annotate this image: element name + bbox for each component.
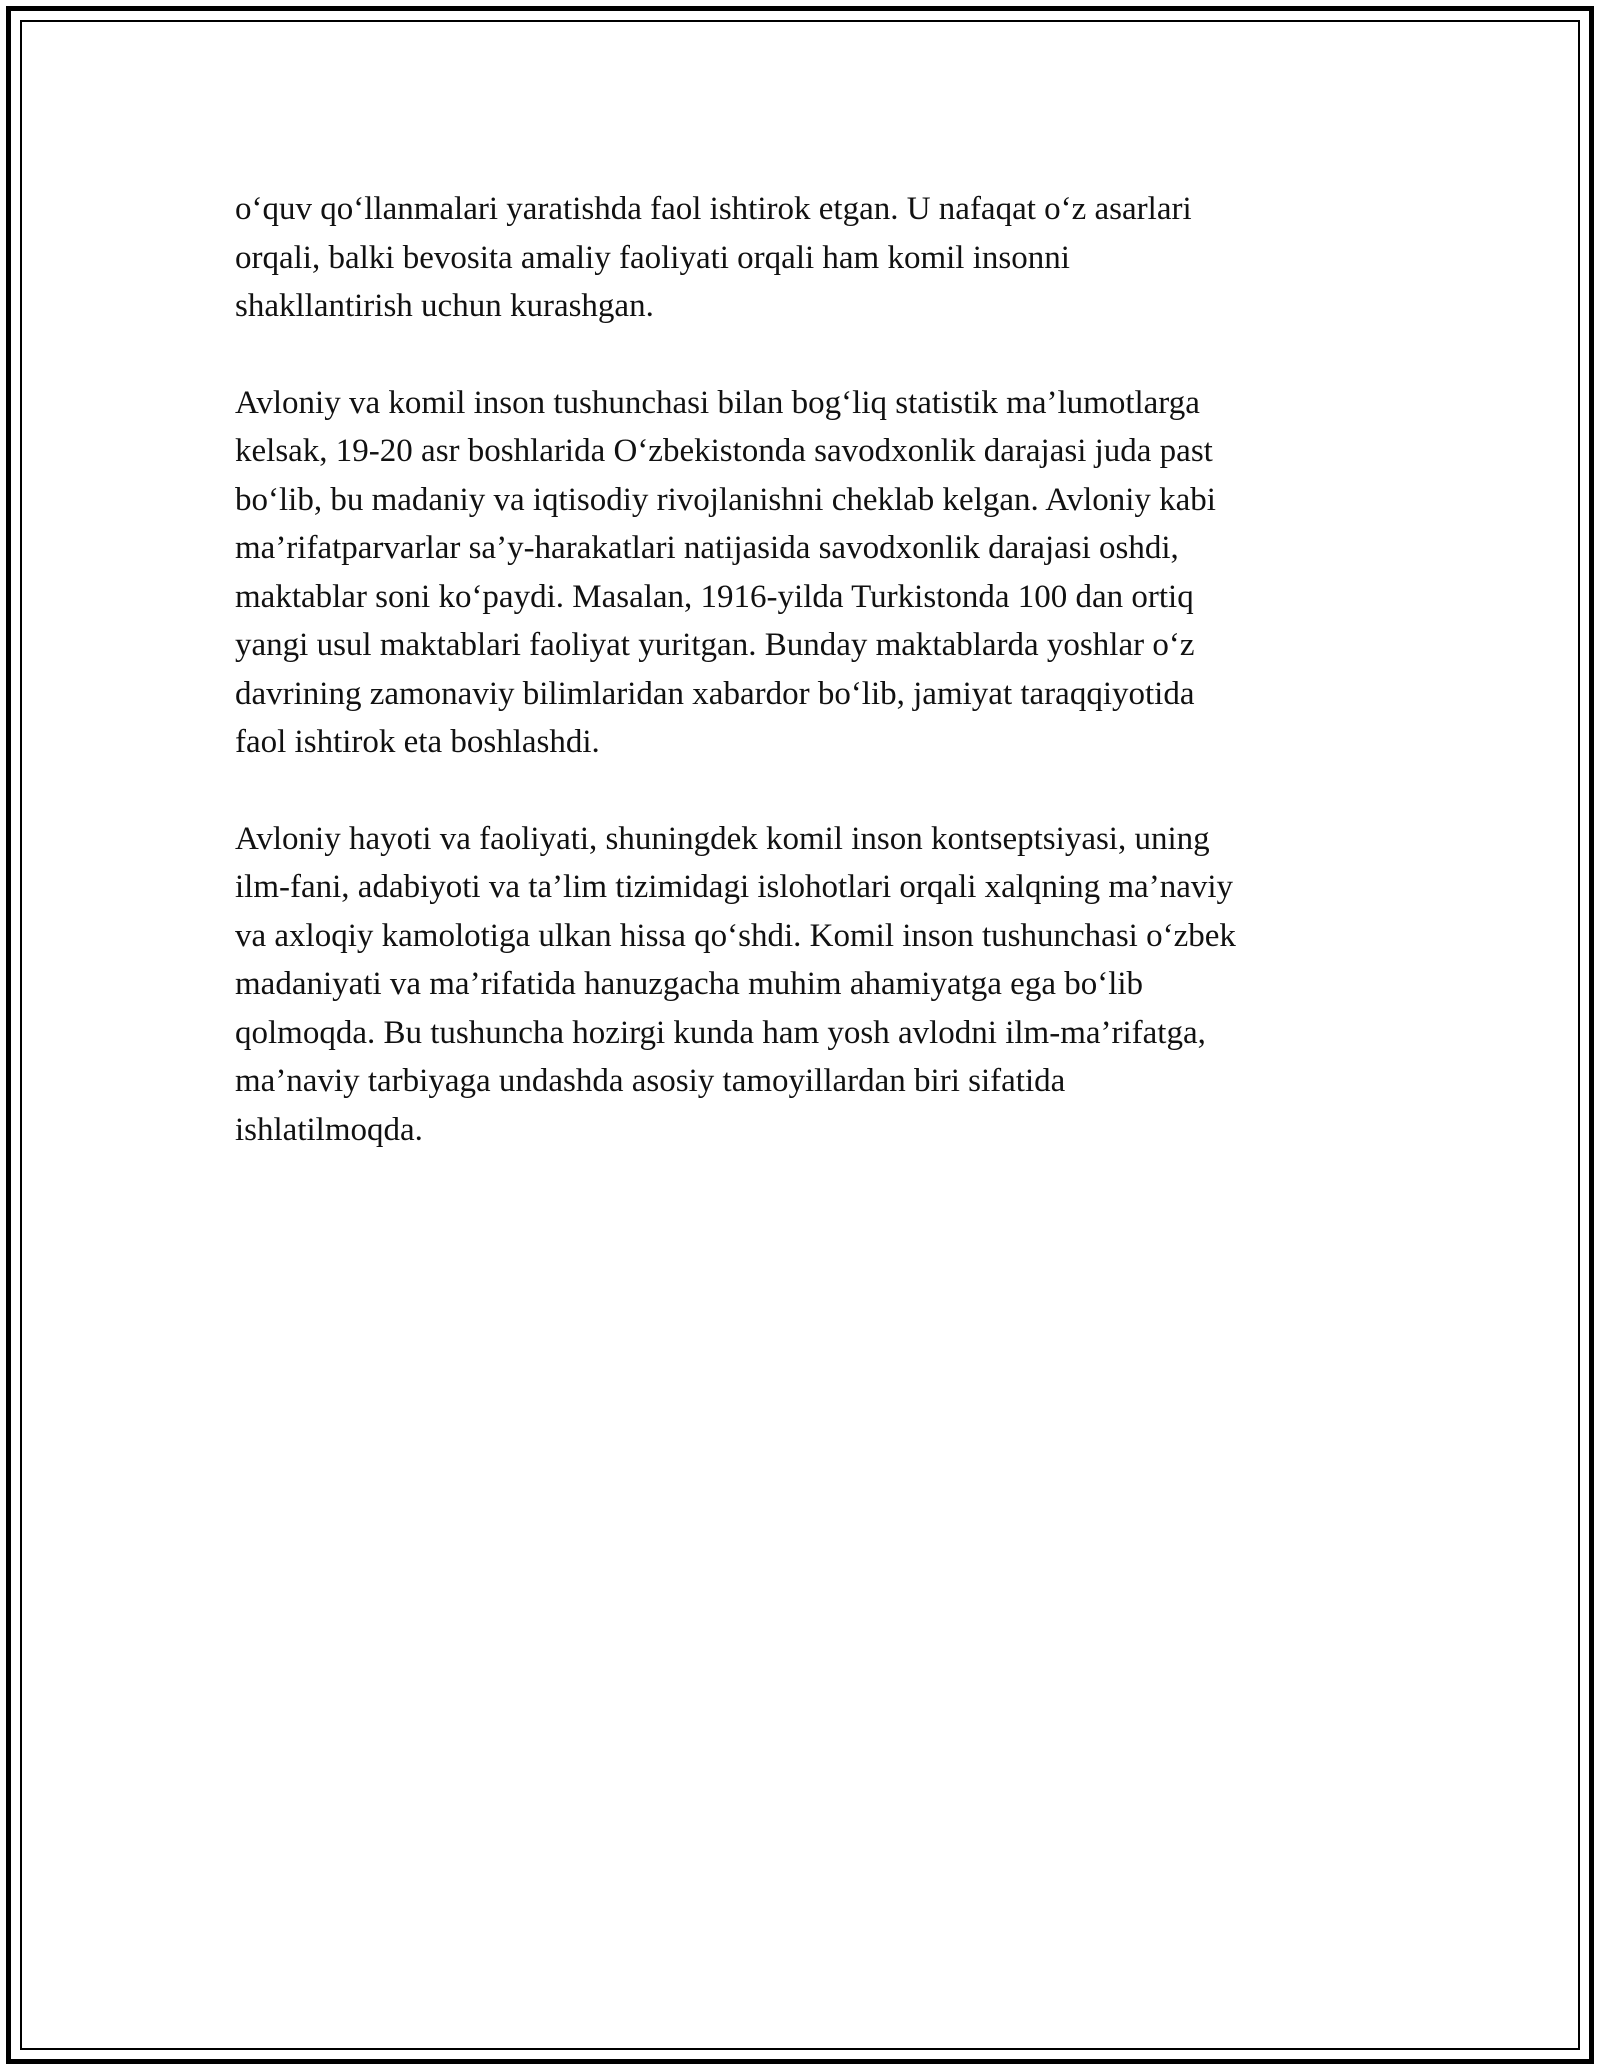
paragraph-1: o‘quv qo‘llanmalari yaratishda faol ishtirok etgan. U nafaqat o‘z asarlari orqali, balki bevosita amaliy faoliyati orqali ham komil insonni shakllantirish uchun kurashgan. <box>235 191 1192 324</box>
document-body <box>235 185 1365 1202</box>
paragraph-3: Avloniy hayoti va faoliyati, shuningdek komil inson kontseptsiyasi, uning ilm-fani, adabiyoti va ta’lim tizimidagi islohotlari orqali xalqning ma’naviy va axloqiy kamolotiga ulkan hissa qo‘shdi. Komil inson tushunchasi o‘zbek madaniyati va ma’rifatida hanuzgacha muhim ahamiyatga ega bo‘lib qolmoqda. Bu tushuncha hozirgi kunda ham yosh avlodni ilm-ma’rifatga, ma’naviy tarbiyaga undashda asosiy tamoyillardan biri sifatida ishlatilmoqda. <box>235 820 1236 1148</box>
paragraph-2: Avloniy va komil inson tushunchasi bilan bog‘liq statistik ma’lumotlarga kelsak, 19-20 asr boshlarida O‘zbekistonda savodxonlik darajasi juda past bo‘lib, bu madaniy va iqtisodiy rivojlanishni cheklab kelgan. Avloniy kabi ma’rifatparvarlar sa’y-harakatlari natijasida savodxonlik darajasi oshdi, maktablar soni ko‘paydi. Masalan, 1916-yilda Turkistonda 100 dan ortiq yangi usul maktablari faoliyat yuritgan. Bunday maktablarda yoshlar o‘z davrining zamonaviy bilimlaridan xabardor bo‘lib, jamiyat taraqqiyotida faol ishtirok eta boshlashdi. <box>235 384 1216 760</box>
